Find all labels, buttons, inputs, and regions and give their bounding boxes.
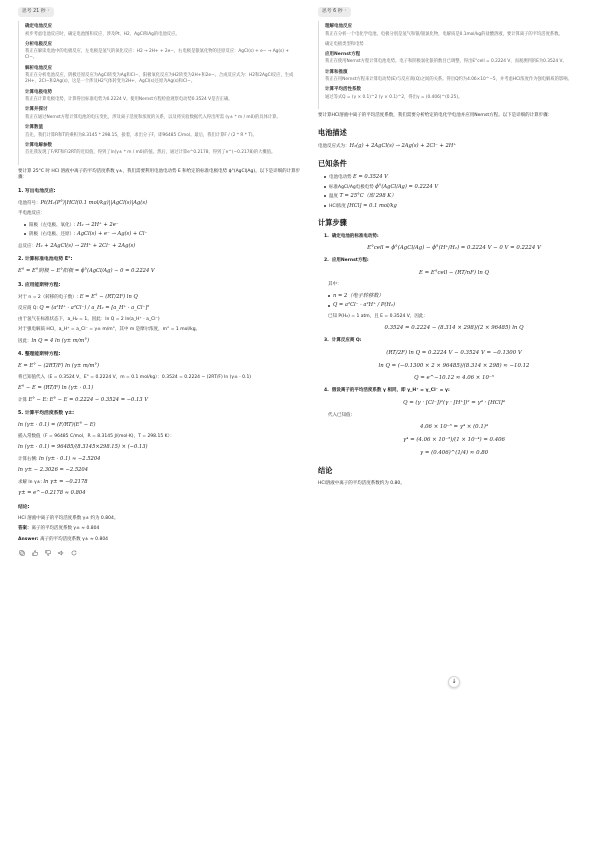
left-constants-eq: ln (γ± · 0.1) = 96485/(8.3145×298.15) × (−0.13)	[18, 444, 148, 451]
thinking-text: 我正在分析电池反应，阴极还原反应为AgCl转变为Ag和Cl−，阳极氧化反应为H2转变为2H+和2e−。合成反应式为：H2和2AgCl反应，生成2H+、2Cl−和2Ag(s)，这是一个涉及H2气体转变为2H+、AgCl(s)还原为Ag(s)和Cl−。	[25, 73, 294, 85]
list-item: 电池电动势 E = 0.3524 V	[324, 174, 590, 182]
thinking-heading: 计算平均活性系数	[325, 87, 361, 93]
list-item: 3. 计算反应商 Q:	[324, 338, 362, 344]
thinking-section	[325, 87, 585, 101]
right-gamma-eq2: γ⁴ = (4.06 × 10⁻⁵)/(1 × 10⁻⁴) = 0.406	[403, 436, 505, 443]
left-solve-line: 求解 ln γ±: ln γ± = −0.2178	[18, 478, 88, 485]
right-sub-label: 代入已知值:	[328, 412, 353, 418]
thinking-heading: 解析电池反应	[25, 65, 52, 71]
thinking-heading: 计算和推演	[325, 69, 348, 75]
left-q-line: 反应商 Q: Q = (a²H⁺ · a²Cl⁻) / a_H₂ = [a_H⁺ · a_Cl⁻]²	[18, 305, 150, 312]
thinking-section	[25, 125, 297, 139]
right-gamma-q-eq: Q = (γ · [Cl⁻])²(γ · [H⁺])² = γ⁴ · [HCl]⁴	[403, 399, 505, 406]
right-gamma-eq1: 4.06 × 10⁻⁵ = γ⁴ × (0.1)⁴	[419, 424, 489, 431]
right-known-heading: 已知条件	[318, 158, 347, 168]
list-item: 阴极（右电极、还原）: AgCl(s) + e⁻ → Ag(s) + Cl⁻	[24, 231, 302, 239]
left-hcl-note: 对于强电解质 HCl，a_H⁺ = a_Cl⁻ = γ± m/m°，其中 m 是摩尔浓度，m° = 1 mol/kg。	[18, 327, 201, 333]
list-item: HCl浓度 [HCl] = 0.1 mol/kg	[324, 203, 590, 211]
thinking-section	[25, 143, 297, 157]
list-item: n = 2（电子转移数）	[328, 293, 590, 301]
thinking-text: 首先我发现了F/RT和F/2RT的近似值，得到了ln(γ± * m / m0)的值。然后，通过计算e^0.2178，得到了e^(−0.2178)的大概值。	[25, 150, 276, 156]
left-step4-heading: 4. 整理能斯特方程:	[18, 352, 61, 358]
left-step5-heading: 5. 计算平均活度系数 γ±:	[18, 411, 75, 417]
right-where: 其中：	[328, 282, 342, 288]
thinking-heading: 计算电解参数	[25, 142, 52, 148]
right-thinking-panel	[318, 21, 590, 109]
list-item: Q = a²Cl⁻ · a²H⁺ / P(H₂)	[328, 302, 590, 310]
chevron-down-icon: ˅	[47, 9, 50, 15]
left-nernst-rearranged: E = E° − (2RT/F) ln (γ± m/m°)	[18, 363, 100, 370]
left-nernst-line: 对于 n = 2（转移的电子数）: E = E° − (RT/2F) ln Q	[18, 293, 138, 300]
left-h2-note: 由于氢气在标准状态下，a_H₂ = 1。因此：ln Q = 2 ln(a_H⁺ · a_Cl⁻)	[18, 316, 160, 322]
left-substitution: 将已知值代入（E = 0.3524 V，E° = 0.2224 V，m = 0.1 mol/kg）：0.3524 = 0.2224 − (2RT/F) ln (γ± · 0.1)	[18, 374, 252, 380]
right-gamma-eq3: γ = (0.406)^(1/4) ≈ 0.80	[419, 449, 489, 456]
left-response	[18, 0, 302, 847]
thinking-text: 通过等式Q = (γ × 0.1)^2 (γ × 0.1)^2，得出γ = (0.406)^(0.25)。	[325, 94, 463, 100]
left-step1-heading: 1. 写出电池反应:	[18, 188, 56, 194]
thinking-section	[25, 24, 297, 38]
thinking-heading: 计算电极电势	[25, 89, 52, 95]
left-constants: 插入常数值（F = 96485 C/mol，R = 8.3145 J/(mol·K)，T = 298.15 K）：	[18, 433, 175, 439]
thinking-heading: 计算数值	[25, 125, 43, 131]
left-think-label: 思考 21 秒	[22, 8, 46, 14]
right-known-list	[318, 174, 590, 210]
right-intro: 要计算HCl溶液中离子的平均活度系数，我们需要分析给定的电化学电池并应用Nernst方程。以下是详细的计算步骤：	[318, 113, 553, 119]
thinking-heading: 应用Nernst方程	[325, 51, 361, 57]
left-step2-heading: 2. 计算标准电池电势 E°:	[18, 257, 73, 263]
right-known-note: 已知 P(H₂) = 1 atm，且 E = 0.3524 V，因此：	[328, 313, 428, 319]
left-lnq-line: 因此：ln Q = 4 ln (γ± m/m°)	[18, 337, 89, 344]
list-item: 4. 假设离子的平均活度系数 γ 相同，即 γ_H⁺ = γ_Cl⁻ = γ:	[324, 388, 450, 394]
thinking-text: 我正在计算电极电势，计算得出标准电势为0.2224 V。使用Nernst方程检验观察电动势0.3524 V是否正确。	[25, 97, 233, 103]
left-intro: 要计算 25°C 时 HCl 溶液中离子的平均活度系数 γ±，我们需要利用电池电动势 E 和给定的标准电极电势 ϕ°(AgCl|Ag)。以下是详细的计算步骤：	[18, 168, 301, 181]
thinking-text: 我正在使用Nernst方程计算电池电势。电子和阴极氯化银的数目已调整，得出E°cell = 0.2224 V，而观测到的E为0.3524 V。	[325, 59, 567, 65]
list-item: 1. 确定电池的标准电动势:	[324, 233, 379, 239]
left-ln-gamma-eq: ln (γ± · 0.1) = (F/RT)(E° − E)	[18, 422, 96, 429]
thinking-section	[325, 42, 585, 48]
right-think-toggle[interactable]	[318, 7, 351, 17]
list-item: 阳极（左电极、氧化）: H₂ → 2H⁺ + 2e⁻	[24, 222, 302, 230]
copy-icon[interactable]	[18, 549, 26, 557]
thinking-text: 初步考虑电池反应时，确定电池图和反应，涉及Pt、H2、AgCl和Ag的电池反应。	[25, 31, 180, 37]
thumbs-down-icon[interactable]	[44, 549, 52, 557]
thumbs-up-icon[interactable]	[31, 549, 39, 557]
right-desc-line: 电池反应式为：H₂(g) + 2AgCl(s) → 2Ag(s) + 2Cl⁻ + 2H⁺	[318, 143, 457, 150]
left-rhs-line: 计算右侧: ln (γ± · 0.1) ≈ −2.5204	[18, 455, 101, 462]
right-answer	[318, 113, 590, 487]
left-ln-gamma-step: ln γ± − 2.3026 = −2.5204	[18, 467, 89, 474]
left-e-difference-calc: 计算 E° − E: E° − E = 0.2224 − 0.3524 = −0.13 V	[18, 396, 148, 403]
thinking-section	[25, 90, 297, 104]
thinking-section	[25, 42, 297, 62]
left-gamma-result: γ± = e^−0.2178 ≈ 0.804	[18, 490, 86, 497]
right-e0-equation: E°cell = ϕ°(AgCl/Ag) − ϕ°(H⁺/H₂) = 0.2224 V − 0 V = 0.2224 V	[367, 245, 541, 252]
left-answer-en: Answer: 离子的平均活度系数 γ± ≈ 0.804	[18, 536, 109, 542]
list-item: 2. 应用Nernst方程:	[324, 257, 369, 263]
thinking-text: 我正在分析一个电化学电池，电极分别是氢气和银/银氯化物，电解质是0.1mol/kg的盐酸溶液，要计算离子的平均活度系数。	[325, 31, 563, 37]
right-q-eq1: (RT/2F) ln Q = 0.2224 V − 0.3524 V = −0.1300 V	[386, 349, 522, 356]
right-nernst-equation: E = E°cell − (RT/nF) ln Q	[419, 269, 489, 276]
thinking-text: 确定电极类型和电势	[325, 41, 364, 47]
left-conclusion-heading: 结论:	[18, 504, 30, 510]
left-e-difference-eq: E° − E = (RT/F) ln (γ± · 0.1)	[18, 385, 94, 392]
thinking-heading: 确定电池反应	[25, 24, 52, 29]
left-e0-equation: E° = E°阴极 − E°阳极 = ϕ°(AgCl/Ag) − 0 = 0.2224 V	[18, 268, 155, 275]
thinking-section	[325, 52, 585, 66]
right-think-label: 思考 6 秒	[322, 8, 343, 14]
arrow-down-icon: ↓	[451, 677, 457, 685]
right-steps-heading: 计算步骤	[318, 218, 347, 228]
right-nernst-sub: 0.3524 = 0.2224 − (8.314 × 298)/(2 × 96485) ln Q	[384, 325, 524, 332]
right-conclusion: HCl溶液中离子的平均活度系数约为 0.80。	[318, 481, 405, 487]
left-thinking-panel	[18, 21, 302, 165]
thinking-text: 我正在解读电池中的电极反应，左电极是氢气的氧化反应：H2 → 2H+ + 2e−，右电极是银氯化物的还原反应：AgCl(s) + e− → Ag(s) + Cl−。	[25, 49, 289, 61]
thinking-text: 首先，我们计算R和T的乘积为8.3145 * 298.15，接着，求出分子F，即96485 C/mol。最后，我们计算F / (2 * R * T)。	[25, 132, 257, 138]
thinking-heading: 理解电池反应	[325, 24, 352, 29]
left-total-line: 总反应：H₂ + 2AgCl(s) → 2H⁺ + 2Cl⁻ + 2Ag(s)	[18, 242, 136, 249]
right-q-eq3: Q = e^−10.12 ≈ 4.06 × 10⁻⁵	[414, 375, 494, 382]
scroll-down-button[interactable]	[448, 676, 460, 688]
refresh-icon[interactable]	[70, 549, 78, 557]
thinking-heading: 分析电极反应	[25, 41, 52, 47]
left-cell-line: 电池符号：Pt(H₂(P°)|HCl(0.1 mol/kg)||AgCl(s)|Ag(s)	[18, 199, 148, 206]
right-desc-heading: 电池描述	[318, 127, 347, 137]
thinking-section	[25, 107, 297, 121]
right-q-eq2: ln Q = (−0.1300 × 2 × 96485)/(8.314 × 298) ≈ −10.12	[378, 362, 530, 369]
thinking-text: 我正在通过Nernst方程计算电池的电压变化，涉及离子活度和浓度的关系，以及将实验数据代入得出所需 (γ± * m / m0)的具体计算。	[25, 114, 281, 120]
left-think-toggle[interactable]	[18, 7, 54, 17]
list-item: 标准AgCl/Ag电极电势 ϕ°(AgCl/Ag) = 0.2224 V	[324, 184, 590, 192]
thinking-section	[325, 70, 585, 84]
left-answer-cn: 答案：离子的平均活度系数 γ± ≈ 0.804	[18, 526, 100, 532]
chevron-down-icon: ˅	[344, 9, 347, 15]
speaker-icon[interactable]	[57, 549, 65, 557]
thinking-section	[25, 66, 297, 86]
left-step3-heading: 3. 应用能斯特方程:	[18, 282, 61, 288]
left-actions	[18, 549, 302, 557]
list-item: 温度 T = 25°C（即 298 K）	[324, 193, 590, 201]
right-conclusion-heading: 结论	[318, 465, 333, 475]
left-half-label: 半电池反应：	[18, 211, 45, 217]
thinking-section	[325, 24, 585, 38]
thinking-text: 我正在用Nernst方程来计算电动势(E)与反应商(Q)之间的关系。得出Q约为4.06×10^−5，并考虑HCl浓度作为强电解质的影响。	[325, 77, 572, 83]
left-conclusion: HCl 溶液中离子的平均活度系数 γ± 约为 0.804。	[18, 515, 119, 521]
left-answer	[18, 169, 302, 558]
thinking-heading: 计算并探讨	[25, 107, 48, 113]
right-response	[318, 0, 590, 847]
